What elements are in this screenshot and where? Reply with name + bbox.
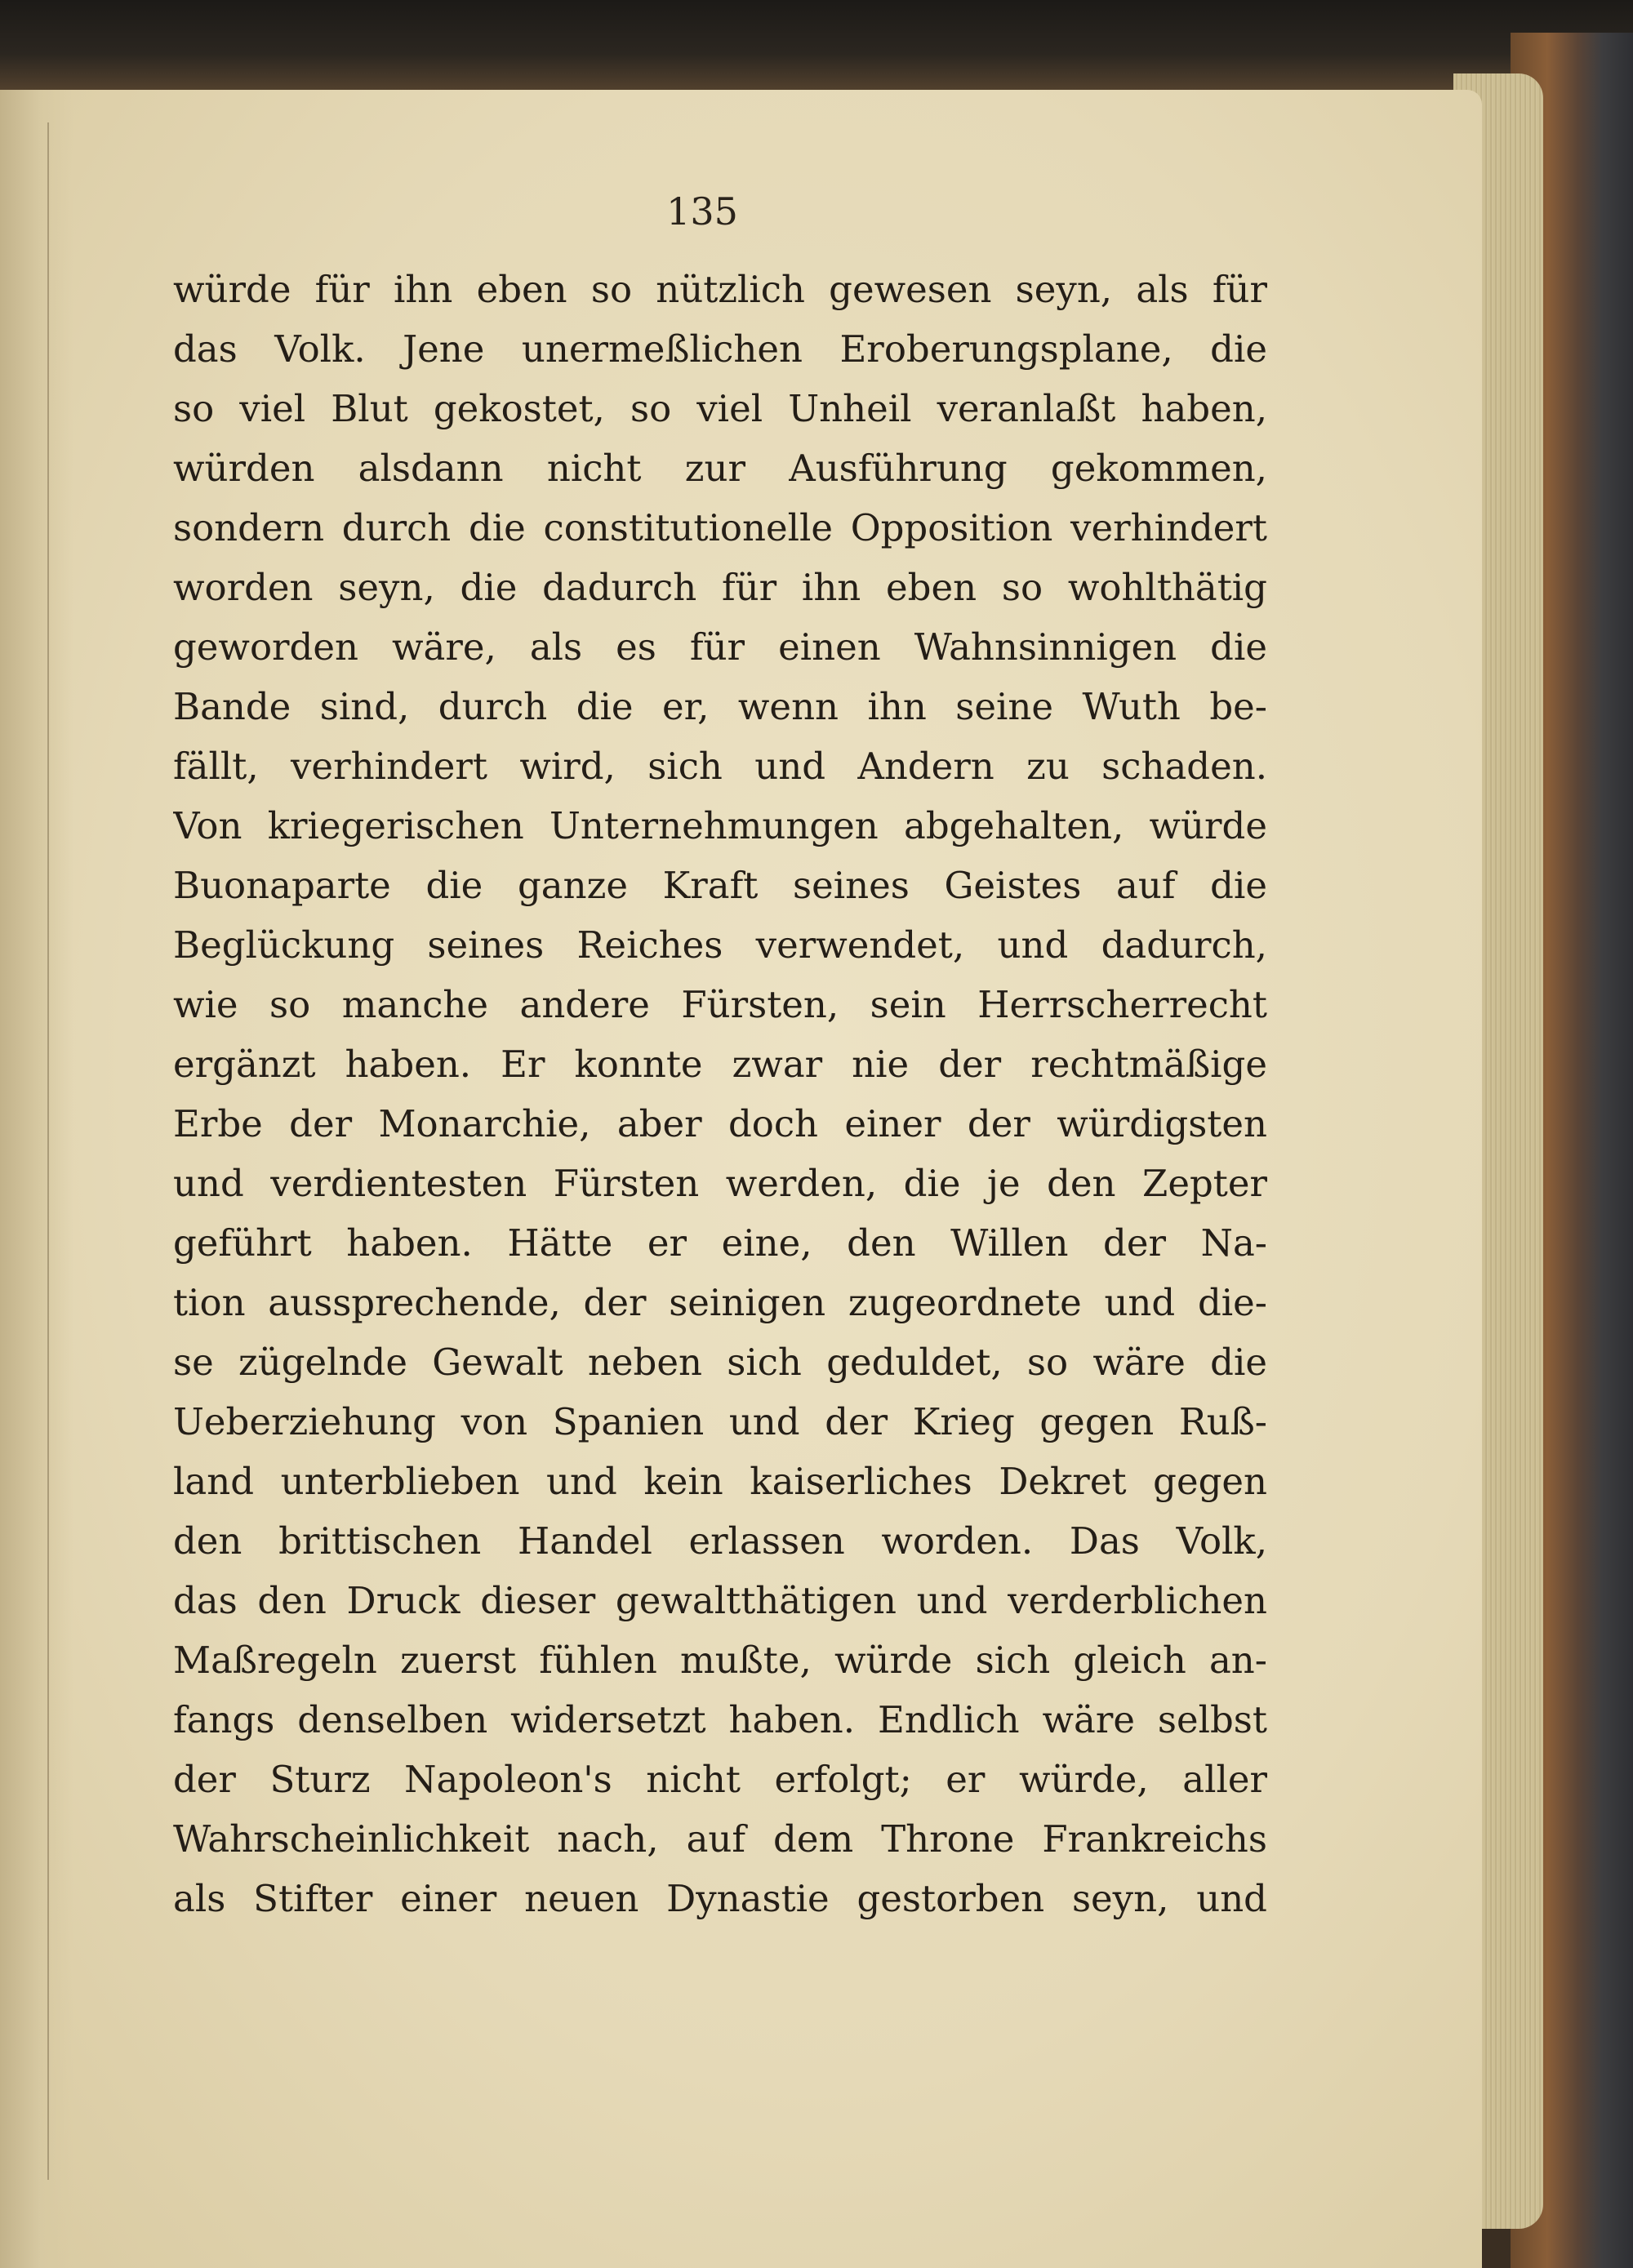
text-line: se zügelnde Gewalt neben sich geduldet, so wäre die bbox=[173, 1341, 1267, 1384]
text-line: der Sturz Napoleon's nicht erfolgt; er würde, aller bbox=[173, 1758, 1267, 1801]
text-line: ergänzt haben. Er konnte zwar nie der rechtmäßige bbox=[173, 1043, 1267, 1086]
page-gutter bbox=[0, 90, 73, 2268]
gutter-fold-line bbox=[47, 122, 49, 2180]
text-line: sondern durch die constitutionelle Opposition verhindert bbox=[173, 506, 1267, 549]
scan-background-top bbox=[0, 0, 1633, 98]
text-line: als Stifter einer neuen Dynastie gestorben seyn, und bbox=[173, 1877, 1267, 1920]
text-line: tion aussprechende, der seinigen zugeordnete und die- bbox=[173, 1281, 1267, 1324]
body-text bbox=[173, 260, 1267, 1928]
text-line: Maßregeln zuerst fühlen mußte, würde sich gleich an- bbox=[173, 1639, 1267, 1682]
text-line: würde für ihn eben so nützlich gewesen seyn, als für bbox=[173, 268, 1267, 311]
page-number: 135 bbox=[666, 189, 738, 233]
text-line: fangs denselben widersetzt haben. Endlich wäre selbst bbox=[173, 1698, 1267, 1741]
text-line: Beglückung seines Reiches verwendet, und dadurch, bbox=[173, 923, 1267, 967]
text-line: Erbe der Monarchie, aber doch einer der würdigsten bbox=[173, 1102, 1267, 1145]
text-line: geführt haben. Hätte er eine, den Willen der Na- bbox=[173, 1221, 1267, 1265]
text-line: das Volk. Jene unermeßlichen Eroberungsplane, die bbox=[173, 327, 1267, 371]
text-line: Buonaparte die ganze Kraft seines Geistes auf die bbox=[173, 864, 1267, 907]
text-line: Von kriegerischen Unternehmungen abgehalten, würde bbox=[173, 804, 1267, 847]
text-line: wie so manche andere Fürsten, sein Herrscherrecht bbox=[173, 983, 1267, 1026]
text-line: Wahrscheinlichkeit nach, auf dem Throne Frankreichs bbox=[173, 1817, 1267, 1861]
text-line: und verdientesten Fürsten werden, die je den Zepter bbox=[173, 1162, 1267, 1205]
text-line: Bande sind, durch die er, wenn ihn seine Wuth be- bbox=[173, 685, 1267, 728]
text-line: den brittischen Handel erlassen worden. Das Volk, bbox=[173, 1519, 1267, 1563]
text-line: Ueberziehung von Spanien und der Krieg gegen Ruß- bbox=[173, 1400, 1267, 1443]
text-line: das den Druck dieser gewaltthätigen und verderblichen bbox=[173, 1579, 1267, 1622]
text-line: würden alsdann nicht zur Ausführung gekommen, bbox=[173, 447, 1267, 490]
text-line: so viel Blut gekostet, so viel Unheil veranlaßt haben, bbox=[173, 387, 1267, 430]
text-line: fällt, verhindert wird, sich und Andern zu schaden. bbox=[173, 745, 1267, 788]
text-line: worden seyn, die dadurch für ihn eben so wohlthätig bbox=[173, 566, 1267, 609]
text-line: geworden wäre, als es für einen Wahnsinnigen die bbox=[173, 625, 1267, 669]
text-line: land unterblieben und kein kaiserliches Dekret gegen bbox=[173, 1460, 1267, 1503]
